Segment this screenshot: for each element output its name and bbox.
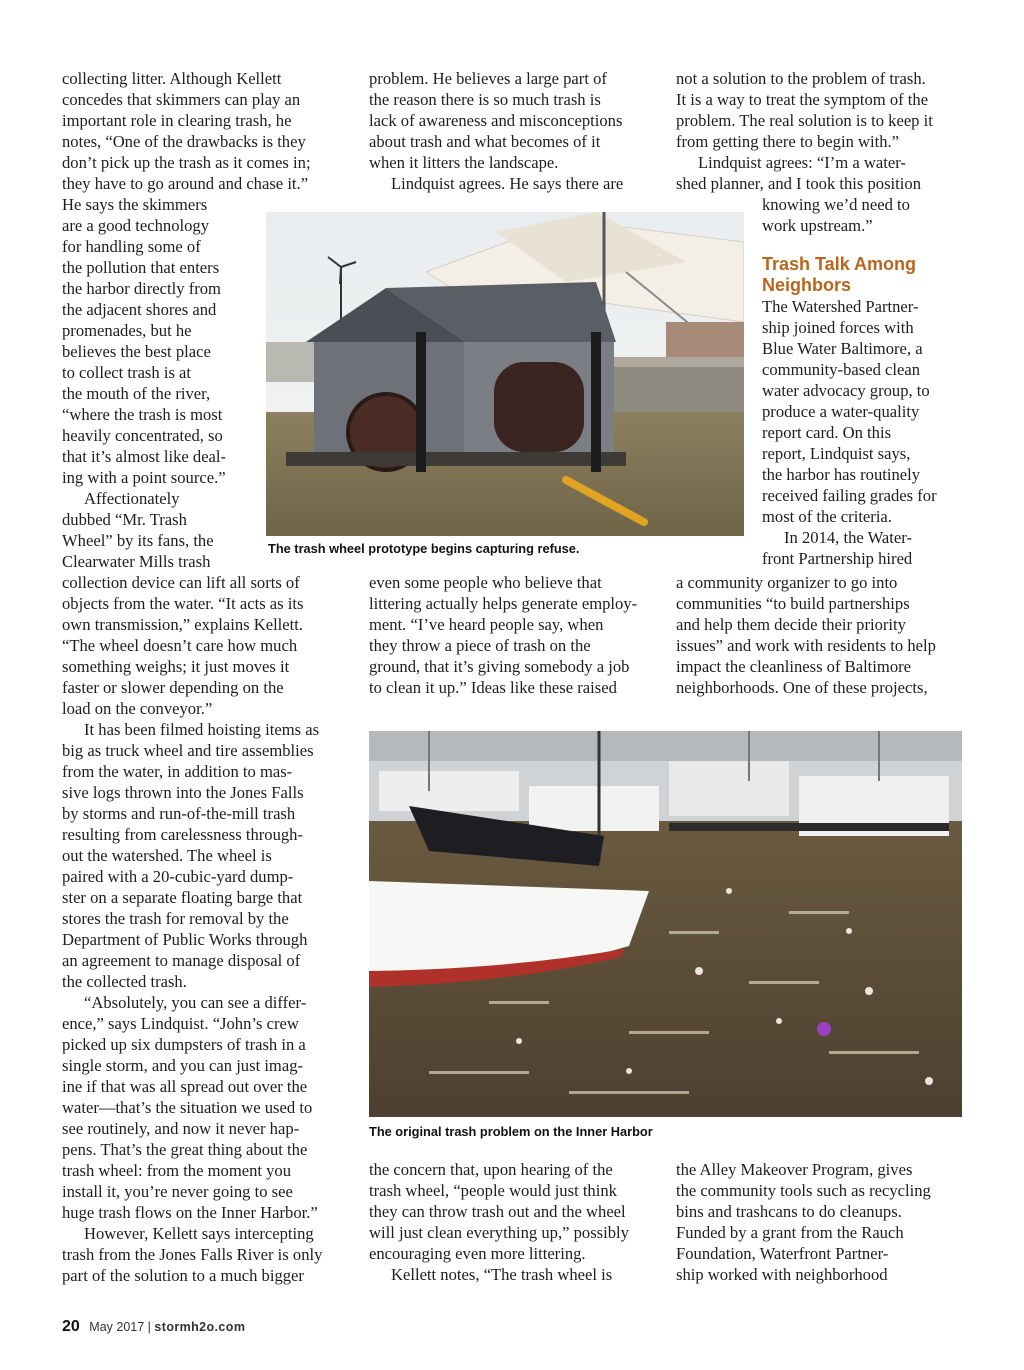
column-3-mid xyxy=(676,572,976,698)
col1-paragraph-3-rest: collection device can lift all sorts of objects from the water. “It acts as its own transmission,” explains Kellett. “The wheel doesn’t care how much something weighs; it just moves it faster or slower depending on the load on the conveyor.” xyxy=(62,573,304,718)
col3-paragraph-1: not a solution to the problem of trash. It is a way to treat the symptom of the problem. The real solution is to keep it from getting there to begin with.” xyxy=(676,69,933,151)
col2-paragraph-2: Lindquist agrees. He says there are xyxy=(391,174,624,193)
col1-paragraph-2-narrow: He says the skimmers are a good technology for handling some of the pollution that enters the harbor directly from the adjacent shores and promenades, but he believes the best place to collect trash is at the mouth of the river, “where the trash is most heavily concentrated, so that it’s almost like deal- ing with a point source.” xyxy=(62,195,227,487)
col3-paragraph-2-rest: knowing we’d need to work upstream.” xyxy=(762,195,910,235)
trash-wheel-photo xyxy=(266,212,744,536)
col2-paragraph-5: Kellett notes, “The trash wheel is xyxy=(391,1265,613,1284)
section-heading: Trash Talk Among Neighbors xyxy=(762,254,917,295)
col1-paragraph-1-top: collecting litter. Although Kellett concedes that skimmers can play an important role in clearing trash, he notes, “One of the drawbacks is they don’t pick up the trash as it comes in; they have to go around and chase it.” xyxy=(62,69,311,193)
column-2-mid xyxy=(369,572,664,698)
col3-paragraph-3: The Watershed Partner- ship joined forces with Blue Water Baltimore, a community-based clean water advocacy group, to produce a water-quality report card. On this report, Lindquist says, the harbor has routinely received failing grades for most of the criteria. xyxy=(762,297,937,526)
photo-caption-1: The trash wheel prototype begins capturing refuse. xyxy=(268,541,580,556)
column-3-narrow xyxy=(762,194,972,569)
column-3-top xyxy=(676,68,971,194)
col3-paragraph-4: In 2014, the Water- front Partnership hired xyxy=(762,528,913,568)
col2-paragraph-3: even some people who believe that littering actually helps generate employ- ment. “I’ve heard people say, when they throw a piece of trash on the ground, that it’s giving somebody a job to clean it up.” Ideas like these raised xyxy=(369,573,638,697)
col1-paragraph-4: It has been filmed hoisting items as big as truck wheel and tire assemblies from the water, in addition to mas- sive logs thrown into the Jones Falls by storms and run-of-the-mill trash resulting from carelessness through- out the watershed. The wheel is paired with a 20-cubic-yard dump- ster on a separate floating barge that stores the trash for removal by the Department of Public Works through an agreement to manage disposal of the collected trash. xyxy=(62,720,320,991)
col3-paragraph-5: a community organizer to go into communities “to build partnerships and help them decide their priority issues” and work with residents to help impact the cleanliness of Baltimore neighborhoods. One of these projects, xyxy=(676,573,936,697)
page-footer xyxy=(62,1318,245,1336)
website-link[interactable]: stormh2o.com xyxy=(154,1320,246,1334)
issue-date: May 2017 xyxy=(89,1320,145,1334)
col1-paragraph-3-narrow: Affectionately dubbed “Mr. Trash Wheel” by its fans, the Clearwater Mills trash xyxy=(62,489,214,571)
col1-paragraph-5: “Absolutely, you can see a differ- ence,” says Lindquist. “John’s crew picked up six dumpsters of trash in a single storm, and you can just imag- ine if that was all spread out over the water—that’s the situation we used to see routinely, and now it never hap- pens. That’s the great thing about the trash wheel: from the moment you install it, you’re never going to see huge trash flows on the Inner Harbor.” xyxy=(62,993,318,1222)
col1-paragraph-6: However, Kellett says intercepting trash from the Jones Falls River is only part of the solution to a much bigger xyxy=(62,1224,323,1285)
col2-paragraph-4: the concern that, upon hearing of the trash wheel, “people would just think they can throw trash out and the wheel will just clean everything up,” possibly encouraging even more littering. xyxy=(369,1160,629,1263)
footer-separator: | xyxy=(147,1320,151,1334)
inner-harbor-trash-photo xyxy=(369,731,962,1117)
column-2-top xyxy=(369,68,664,194)
col2-paragraph-1: problem. He believes a large part of the reason there is so much trash is lack of awareness and misconceptions about trash and what becomes of it when it litters the landscape. xyxy=(369,69,623,172)
page-number: 20 xyxy=(62,1318,80,1335)
column-3-bottom xyxy=(676,1159,976,1285)
col3-paragraph-6: the Alley Makeover Program, gives the community tools such as recycling bins and trashcans to do cleanups. Funded by a grant from the Rauch Foundation, Waterfront Partner- ship worked with neighborhood xyxy=(676,1160,931,1284)
col3-paragraph-2: Lindquist agrees: “I’m a water- shed planner, and I took this position xyxy=(676,153,921,193)
column-2-bottom xyxy=(369,1159,664,1285)
photo-caption-2: The original trash problem on the Inner Harbor xyxy=(369,1124,653,1139)
